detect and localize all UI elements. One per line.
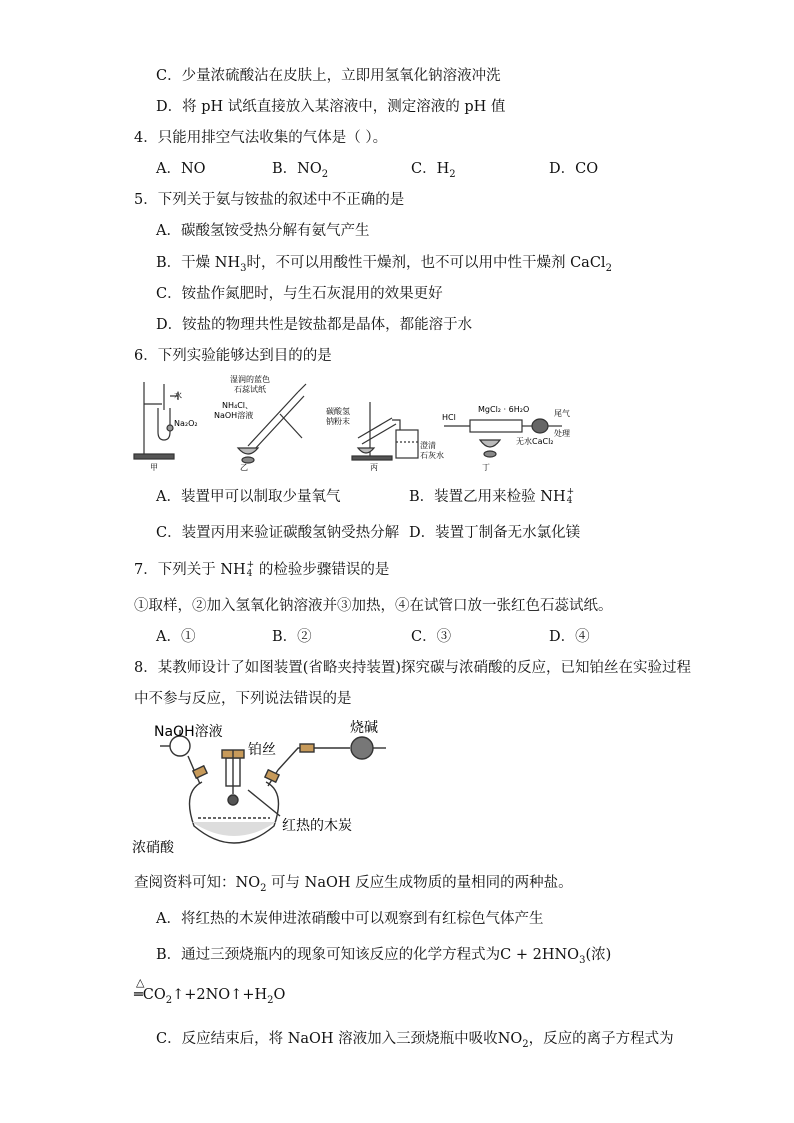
q7-option-d: D．④ bbox=[549, 629, 590, 645]
q7-steps: ①取样，②加入氢氧化钠溶液并③加热，④在试管口放一张红色石蕊试纸。 bbox=[134, 598, 613, 614]
label-yi-paper1: 湿润的蓝色 bbox=[230, 375, 270, 384]
q8-option-c: C．反应结束后，将 NaOH 溶液加入三颈烧瓶中吸收$NO_2$，反应的离子方程式为 bbox=[156, 1031, 674, 1050]
label-bing: 丙 bbox=[370, 463, 378, 472]
q6-option-d: D．装置丁制备无水氯化镁 bbox=[409, 525, 581, 541]
label-charcoal: 红热的木炭 bbox=[282, 818, 352, 834]
q4-option-c: C．$H_2$ bbox=[411, 161, 456, 180]
label-ding-tail2: 处理 bbox=[554, 429, 570, 438]
q5-option-c: C．铵盐作氮肥时，与生石灰混用的效果更好 bbox=[156, 286, 443, 302]
label-yi-reag1: NH₄Cl、 bbox=[222, 401, 254, 410]
q5-option-d: D．铵盐的物理共性是铵盐都是晶体，都能溶于水 bbox=[156, 317, 473, 333]
label-ding-tail1: 尾气 bbox=[554, 409, 570, 418]
apparatus-yi bbox=[238, 384, 306, 463]
label-jia-water: 水 bbox=[174, 391, 182, 400]
q6-option-b: B．装置乙用来检验 NH + 4 bbox=[409, 487, 575, 506]
label-bing-powder1: 碳酸氢 bbox=[326, 407, 350, 416]
label-base: 烧碱 bbox=[350, 720, 378, 736]
q4-option-b: B．$NO_2$ bbox=[272, 161, 329, 180]
q3-option-d: D．将 pH 试纸直接放入某溶液中，测定溶液的 pH 值 bbox=[156, 99, 506, 115]
q7-option-a: A．① bbox=[156, 629, 196, 645]
label-bing-powder2: 钠粉末 bbox=[326, 417, 350, 426]
q6-apparatus-figure bbox=[130, 374, 572, 474]
label-ding: 丁 bbox=[482, 463, 490, 472]
q7-option-b: B．② bbox=[272, 629, 312, 645]
label-ding-hcl: HCl bbox=[442, 413, 456, 422]
q5-option-b: B．干燥 $NH_3$时，不可以用酸性干燥剂，也不可以用中性干燥剂 CaCl$_2$ bbox=[156, 255, 612, 274]
q8-stem-line1: 8．某教师设计了如图装置(省略夹持装置)探究碳与浓硝酸的反应，已知铂丝在实验过程 bbox=[134, 660, 692, 676]
apparatus-jia bbox=[134, 382, 178, 459]
q8-option-a: A．将红热的木炭伸进浓硝酸中可以观察到有红棕色气体产生 bbox=[156, 911, 544, 927]
label-bing-lime2: 石灰水 bbox=[420, 451, 444, 460]
apparatus-bing bbox=[352, 402, 418, 460]
label-pt: 铂丝 bbox=[248, 742, 276, 758]
q3-option-c: C．少量浓硫酸沾在皮肤上，立即用氢氧化钠溶液冲洗 bbox=[156, 68, 501, 84]
q8-option-b: B．通过三颈烧瓶内的现象可知该反应的化学方程式为$C + 2HNO_3$(浓) bbox=[156, 947, 612, 966]
q6-option-a: A．装置甲可以制取少量氧气 bbox=[156, 489, 341, 505]
q8-info: 查阅资料可知：$NO_2$ 可与 NaOH 反应生成物质的量相同的两种盐。 bbox=[134, 875, 573, 894]
q8-stem-line2: 中不参与反应，下列说法错误的是 bbox=[134, 691, 352, 707]
q6-option-c: C．装置丙用来验证碳酸氢钠受热分解 bbox=[156, 525, 400, 541]
q7-option-c: C．③ bbox=[411, 629, 452, 645]
q8-option-b-equation: △ $═CO_2↑+2NO↑+H_2O$ bbox=[134, 976, 286, 1006]
q4-option-a: A．NO bbox=[156, 161, 206, 177]
label-ding-cacl2: 无水CaCl₂ bbox=[516, 437, 554, 446]
q8-apparatus-figure bbox=[130, 720, 390, 860]
label-jia: 甲 bbox=[150, 463, 158, 472]
label-naoh: NaOH溶液 bbox=[154, 724, 223, 740]
label-ding-mg: MgCl₂ · 6H₂O bbox=[478, 405, 530, 414]
q6-stem: 6．下列实验能够达到目的的是 bbox=[134, 348, 332, 364]
label-acid: 浓硝酸 bbox=[132, 840, 174, 856]
label-yi: 乙 bbox=[240, 463, 248, 472]
label-bing-lime1: 澄清 bbox=[420, 441, 436, 450]
q5-option-a: A．碳酸氢铵受热分解有氨气产生 bbox=[156, 223, 370, 239]
label-yi-paper2: 石蕊试纸 bbox=[234, 385, 266, 394]
q7-stem: 7．下列关于 NH + 4 的检验步骤错误的是 bbox=[134, 560, 390, 579]
label-yi-reag2: NaOH溶液 bbox=[214, 411, 254, 420]
q5-stem: 5．下列关于氨与铵盐的叙述中不正确的是 bbox=[134, 192, 405, 208]
q4-option-d: D．CO bbox=[549, 161, 599, 177]
q4-stem: 4．只能用排空气法收集的气体是（ ）。 bbox=[134, 130, 388, 146]
label-jia-na2o2: Na₂O₂ bbox=[174, 419, 198, 428]
